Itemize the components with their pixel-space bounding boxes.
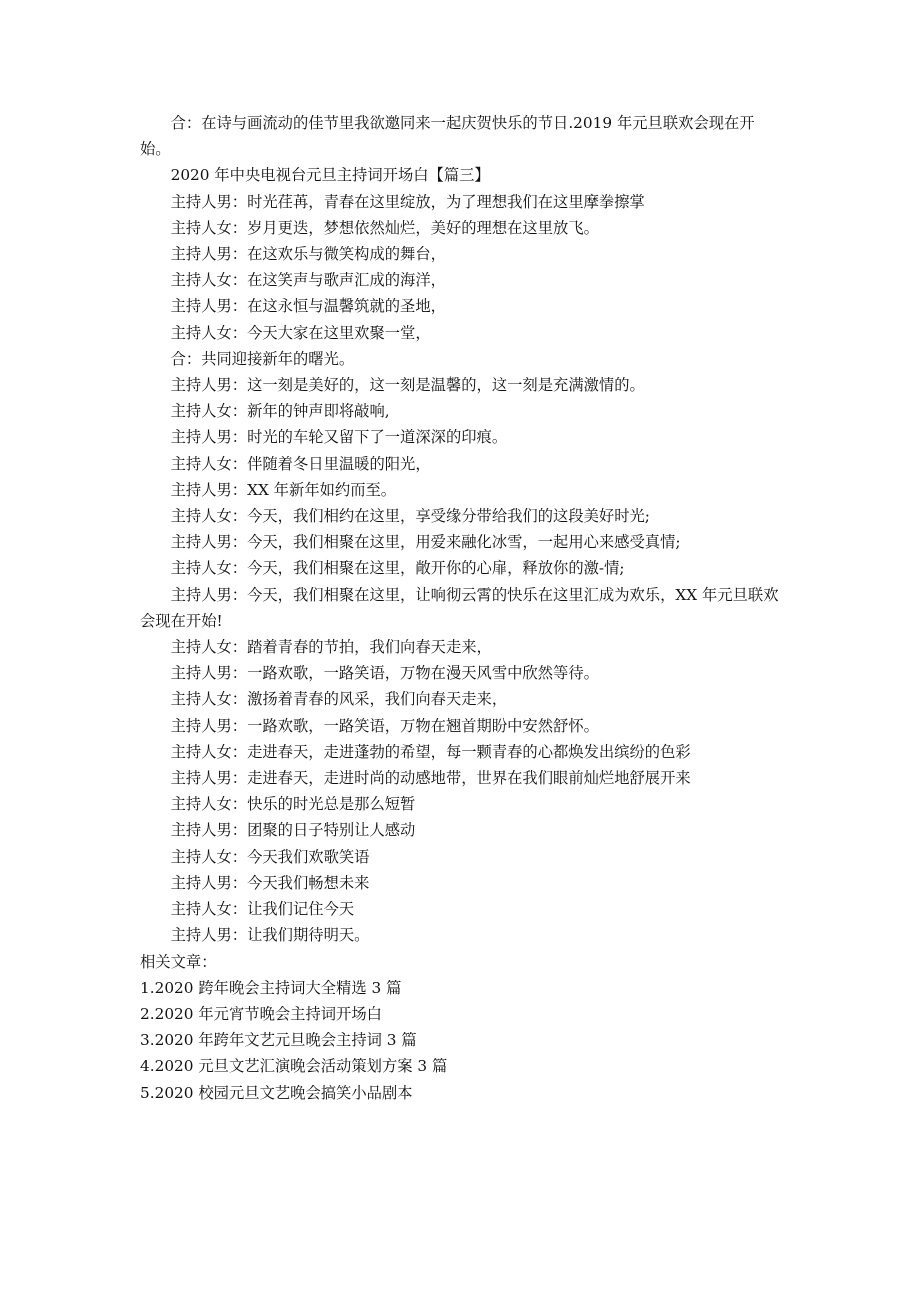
dialogue-line: 主持人男：让我们期待明天。 [170, 926, 370, 945]
dialogue-line: 主持人女：今天，我们相聚在这里，敞开你的心扉，释放你的激-情; [170, 559, 625, 578]
related-articles-list [140, 975, 785, 1106]
dialogue-line: 主持人女：踏着青春的节拍，我们向春天走来， [170, 638, 492, 657]
dialogue-list [140, 189, 785, 949]
related-article-item [140, 1053, 785, 1079]
dialogue-line: 合：共同迎接新年的曙光。 [170, 349, 355, 368]
dialogue-line: 主持人女：走进春天，走进蓬勃的希望，每一颗青春的心都焕发出缤纷的色彩 [170, 742, 691, 761]
dialogue-line: 主持人男：团聚的日子特别让人感动 [170, 821, 416, 840]
related-article-item [140, 1001, 785, 1027]
dialogue-line: 主持人女：伴随着冬日里温暖的阳光， [170, 454, 431, 473]
dialogue-line: 主持人女：新年的钟声即将敲响, [170, 402, 390, 421]
related-article-item [140, 1080, 785, 1106]
dialogue-line: 主持人男：一路欢歌，一路笑语，万物在翘首期盼中安然舒怀。 [170, 716, 599, 735]
section-title: 2020 年中央电视台元旦主持词开场白【篇三】 [170, 166, 490, 185]
intro-closing-line: 合：在诗与画流动的佳节里我欲邀同来一起庆贺快乐的节日.2019 年元旦联欢会现在开始。 [140, 114, 755, 159]
dialogue-line: 主持人女：快乐的时光总是那么短暂 [170, 795, 416, 814]
dialogue-line: 主持人男：时光的车轮又留下了一道深深的印痕。 [170, 428, 508, 447]
dialogue-line: 主持人男：今天，我们相聚在这里，用爱来融化冰雪，一起用心来感受真情; [170, 533, 681, 552]
related-article-link[interactable]: 2.2020 年元宵节晚会主持词开场白 [140, 1004, 382, 1023]
dialogue-line: 主持人男：走进春天，走进时尚的动感地带，世界在我们眼前灿烂地舒展开来 [170, 769, 691, 788]
dialogue-line: 主持人男：今天，我们相聚在这里，让响彻云霄的快乐在这里汇成为欢乐，XX 年元旦联欢会现在开始! [140, 585, 779, 630]
dialogue-line: 主持人男：一路欢歌，一路笑语，万物在漫天风雪中欣然等待。 [170, 664, 599, 683]
related-article-link[interactable]: 1.2020 跨年晚会主持词大全精选 3 篇 [140, 978, 402, 997]
dialogue-line: 主持人女：岁月更迭，梦想依然灿烂，美好的理想在这里放飞。 [170, 218, 599, 237]
dialogue-line: 主持人女：在这笑声与歌声汇成的海洋， [170, 271, 446, 290]
related-article-link[interactable]: 5.2020 校园元旦文艺晚会搞笑小品剧本 [140, 1083, 413, 1102]
dialogue-line: 主持人女：激扬着青春的风采，我们向春天走来， [170, 690, 508, 709]
related-article-item [140, 1027, 785, 1053]
related-article-link[interactable]: 3.2020 年跨年文艺元旦晚会主持词 3 篇 [140, 1031, 417, 1050]
dialogue-line: 主持人男：XX 年新年如约而至。 [170, 480, 397, 499]
related-article-item [140, 975, 785, 1001]
dialogue-line: 主持人男：今天我们畅想未来 [170, 873, 370, 892]
dialogue-line: 主持人女：今天，我们相约在这里，享受缘分带给我们的这段美好时光; [170, 507, 650, 526]
document-body [140, 110, 785, 1106]
dialogue-line: 主持人男：在这永恒与温馨筑就的圣地， [170, 297, 446, 316]
dialogue-line: 主持人男：这一刻是美好的，这一刻是温馨的，这一刻是充满激情的。 [170, 376, 645, 395]
dialogue-line: 主持人男：在这欢乐与微笑构成的舞台， [170, 245, 446, 264]
related-article-link[interactable]: 4.2020 元旦文艺汇演晚会活动策划方案 3 篇 [140, 1057, 448, 1076]
dialogue-line: 主持人女：今天我们欢歌笑语 [170, 847, 370, 866]
dialogue-line: 主持人女：让我们记住今天 [170, 900, 355, 919]
related-heading: 相关文章： [140, 952, 217, 971]
dialogue-line: 主持人女：今天大家在这里欢聚一堂， [170, 323, 431, 342]
dialogue-line: 主持人男：时光荏苒，青春在这里绽放，为了理想我们在这里摩拳擦掌 [170, 192, 645, 211]
